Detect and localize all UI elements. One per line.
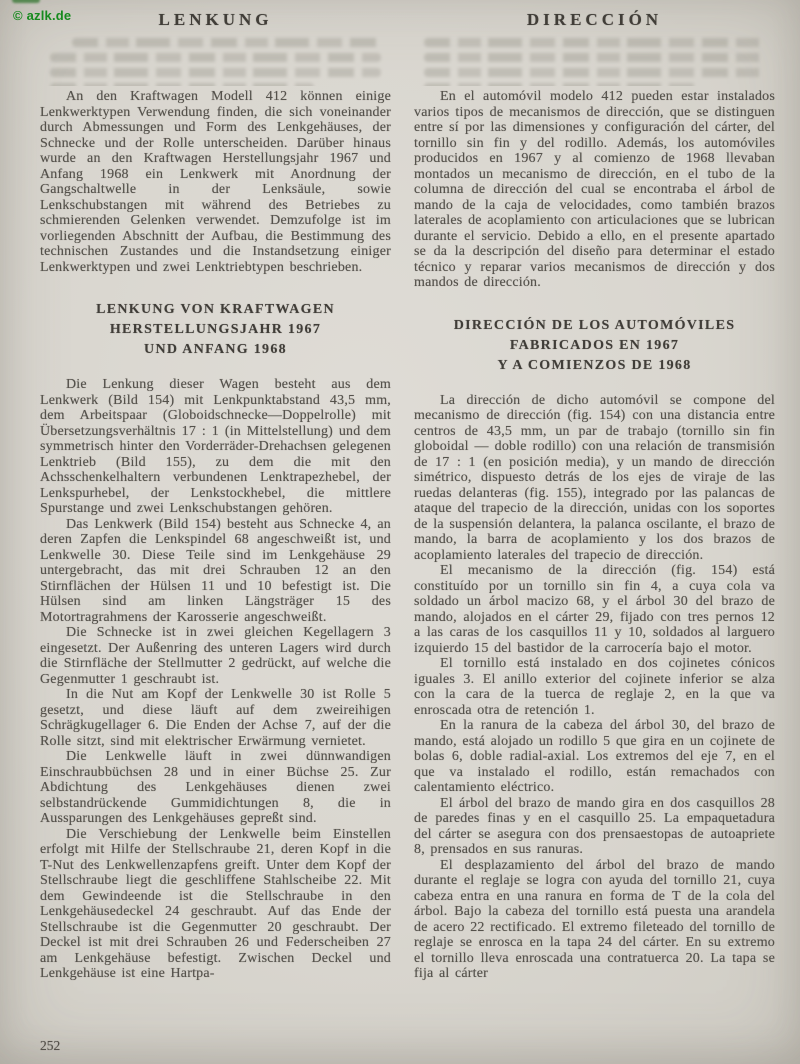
german-intro-paragraph: An den Kraftwagen Modell 412 können einige Lenkwerktypen Verwendung finden, die sich voneinander durch Abmessungen und Form des Lenkgehäuses, der Schnecke und der Rolle unterscheiden. Darüber hinaus wurde an den Kraftwagen Herstellungsjahr 1967 und Anfang 1968 ein Lenkwerk mit Anordnung der Gangschaltwelle in der Lenksäule, sowie Lenkschubstangen mit während des Betriebes zu schmierenden Gelenken verwendet. Demzufolge ist im vorliegenden Abschnitt der Aufbau, die Bestimmung des technischen Zustandes und die Instandsetzung einiger Lenkwerktypen und zwei Lenktriebtypen beschrieben. — [40, 89, 391, 275]
german-paragraph: Die Lenkwelle läuft in zwei dünnwandigen Einschraubbüchsen 28 und in einer Büchse 25. Zur Abdichtung des Lenkgehäuses dienen zwei selbstandrückende Gummidichtungen 8, die in Aussparungen des Lenkgehäuses gepreßt sind. — [40, 749, 391, 826]
german-paragraph: Die Lenkung dieser Wagen besteht aus dem Lenkwerk (Bild 154) mit Lenkpunktabstand 43,5 mm, dem Arbeitspaar (Globoidschnecke—Doppelrolle) mit Übersetzungsverhältnis 17 : 1 (in Mittelstellung) und dem symmetrisch hinter den Vorderräder-Drehachsen gelegenen Lenktrieb (Bild 155), zu dem die mit den Achsschenkelhaltern verbundenen Lenktrapezhebel, der Lenkspurhebel, der Lenkstockhebel, die mittlere Spurstange und zwei Lenkschubstangen gehören. — [40, 377, 391, 516]
german-section-heading-line: LENKUNG VON KRAFTWAGEN — [96, 302, 335, 317]
german-column — [40, 8, 391, 982]
spanish-section-heading-line: DIRECCIÓN DE LOS AUTOMÓVILES — [453, 317, 736, 333]
spanish-paragraph: El tornillo está instalado en dos cojinetes cónicos iguales 3. El anillo exterior del cojinete inferior se alza con la cara de la tuerca de reglaje 2, en la que va enroscada otra de retención 1. — [414, 656, 775, 718]
watermark: © azlk.de — [13, 8, 72, 23]
german-paragraph: In die Nut am Kopf der Lenkwelle 30 ist Rolle 5 gesetzt, und diese läuft auf dem zweireihigen Schrägkugellager 6. Die Enden der Achse 7, auf der die Rolle sitzt, sind mit elektrischer Erwärmung vernietet. — [40, 687, 391, 749]
bleed-through-text-right — [420, 32, 769, 86]
page-number: 252 — [40, 1038, 61, 1053]
bleed-through-line — [50, 83, 314, 86]
bleed-through-line — [50, 53, 381, 62]
bleed-through-line — [50, 68, 381, 77]
bleed-through-line — [72, 38, 381, 47]
german-paragraph: Das Lenkwerk (Bild 154) besteht aus Schnecke 4, an deren Zapfen die Lenkspindel 68 angeschweißt ist, und Lenkwelle 30. Diese Teile sind im Lenkgehäuse 29 untergebracht, das mit drei Schrauben 12 an den Stirnflächen der Hülsen 11 und 10 befestigt ist. Die Hülsen sind am linken Längsträger 15 des Motortragrahmens der Karosserie angeschweißt. — [40, 516, 391, 625]
spanish-paragraph: En la ranura de la cabeza del árbol 30, del brazo de mando, está alojado un rodillo 5 que gira en un cojinete de bolas 6, doble radial-axial. Los extremos del eje 7, en el que va instalado el rodillo, están remachados con calentamiento eléctrico. — [414, 718, 775, 795]
spanish-paragraph: El árbol del brazo de mando gira en dos casquillos 28 de paredes finas y en el casquillo 25. La empaquetadura del cárter se asegura con dos prensaestopas de autoapriete 8, prensados en sus ranuras. — [414, 795, 775, 857]
spanish-section-heading-line: Y A COMIENZOS DE 1968 — [497, 357, 692, 373]
bleed-through-line — [424, 83, 696, 86]
german-section-heading — [40, 300, 391, 360]
bleed-through-text-left — [46, 32, 385, 86]
spanish-paragraph: El desplazamiento del árbol del brazo de mando durante el reglaje se logra con ayuda del tornillo 21, cuya cabeza entra en una ranura en forma de T de la cola del árbol. Bajo la cabeza del tornillo está puesta una arandela de acero 22 rectificado. El extremo fileteado del tornillo de reglaje se enrosca en la tapa 24 del cárter. En su extremo el tornillo lleva enroscada una contratuerca 20. La tapa se fija al cárter — [414, 857, 775, 981]
german-column-title: LENKUNG — [158, 10, 273, 29]
bleed-through-line — [424, 68, 765, 77]
spanish-paragraph: La dirección de dicho automóvil se compone del mecanismo de dirección (fig. 154) con una distancia entre centros de 43,5 mm, un par de trabajo (tornillo sin fin globoidal — doble rodillo) con una relación de transmisión de 17 : 1 (en posición media), y un mando de dirección simétrico, dispuesto detrás de los ejes de viraje de las ruedas delanteras (fig. 155), integrado por las palancas de ataque del trapecio de la dirección, unidas con los soportes de la suspensión delantera, la palanca oscilante, el brazo de mando, la barra de acoplamiento y los dos brazos de acoplamiento laterales del trapecio de dirección. — [414, 392, 775, 563]
german-paragraph: Die Schnecke ist in zwei gleichen Kegellagern 3 eingesetzt. Der Außenring des unteren Lagers wird durch die Stirnfläche der Stellmutter 2 gedrückt, auf welche die Gegenmutter 1 geschraubt ist. — [40, 625, 391, 687]
german-section-heading-line: UND ANFANG 1968 — [144, 342, 287, 357]
spanish-section-heading-line: FABRICADOS EN 1967 — [509, 337, 680, 353]
german-section-heading-line: HERSTELLUNGSJAHR 1967 — [109, 322, 322, 337]
german-paragraph: Die Verschiebung der Lenkwelle beim Einstellen erfolgt mit Hilfe der Stellschraube 21, deren Kopf in die T-Nut des Lenkwellenzapfens greift. Unter dem Kopf der Stellschraube liegt die geschliffene Stahlscheibe 22. Mit dem Gewindeende ist die Stellschraube in den Lenkgehäusedeckel 24 geschraubt. Auf das Ende der Stellschraube ist die Gegenmutter 20 geschraubt. Der Deckel ist mit drei Schrauben 26 und Federscheiben 27 am Lenkgehäuse befestigt. Zwischen Deckel und Lenkgehäuse ist eine Hartpa- — [40, 826, 391, 981]
spanish-column-title: DIRECCIÓN — [526, 10, 663, 29]
bleed-through-line — [424, 53, 765, 62]
spanish-column — [414, 8, 775, 982]
spanish-intro-paragraph: En el automóvil modelo 412 pueden estar instalados varios tipos de mecanismos de dirección, que se distinguen entre sí por las dimensiones y configuración del cárter, del tornillo sin fin y del rodillo. Además, los automóviles producidos en 1967 y al comienzo de 1968 llevaban montados un mecanismo de dirección, en el tubo de la columna de dirección del cual se encontraba el árbol de mando de la caja de velocidades, como también brazos laterales de acoplamiento con articulaciones que se lubrican durante el servicio. Debido a ello, en el presente apartado se da la descripción del diseño para determinar el estado técnico y reparar varios mecanismos de dirección y dos mandos de dirección. — [414, 89, 775, 290]
bleed-through-line — [424, 38, 765, 47]
spanish-paragraph: El mecanismo de la dirección (fig. 154) está constituído por un tornillo sin fin 4, a cuya cola va soldado un árbol macizo 68, y el árbol 30 del brazo de mando, alojados en el cárter 29, fijado con tres pernos 12 a las caras de los casquillos 11 y 10, soldados al larguero izquierdo 15 del bastidor de la carrocería bajo el motor. — [414, 563, 775, 656]
spanish-section-heading — [414, 316, 775, 376]
